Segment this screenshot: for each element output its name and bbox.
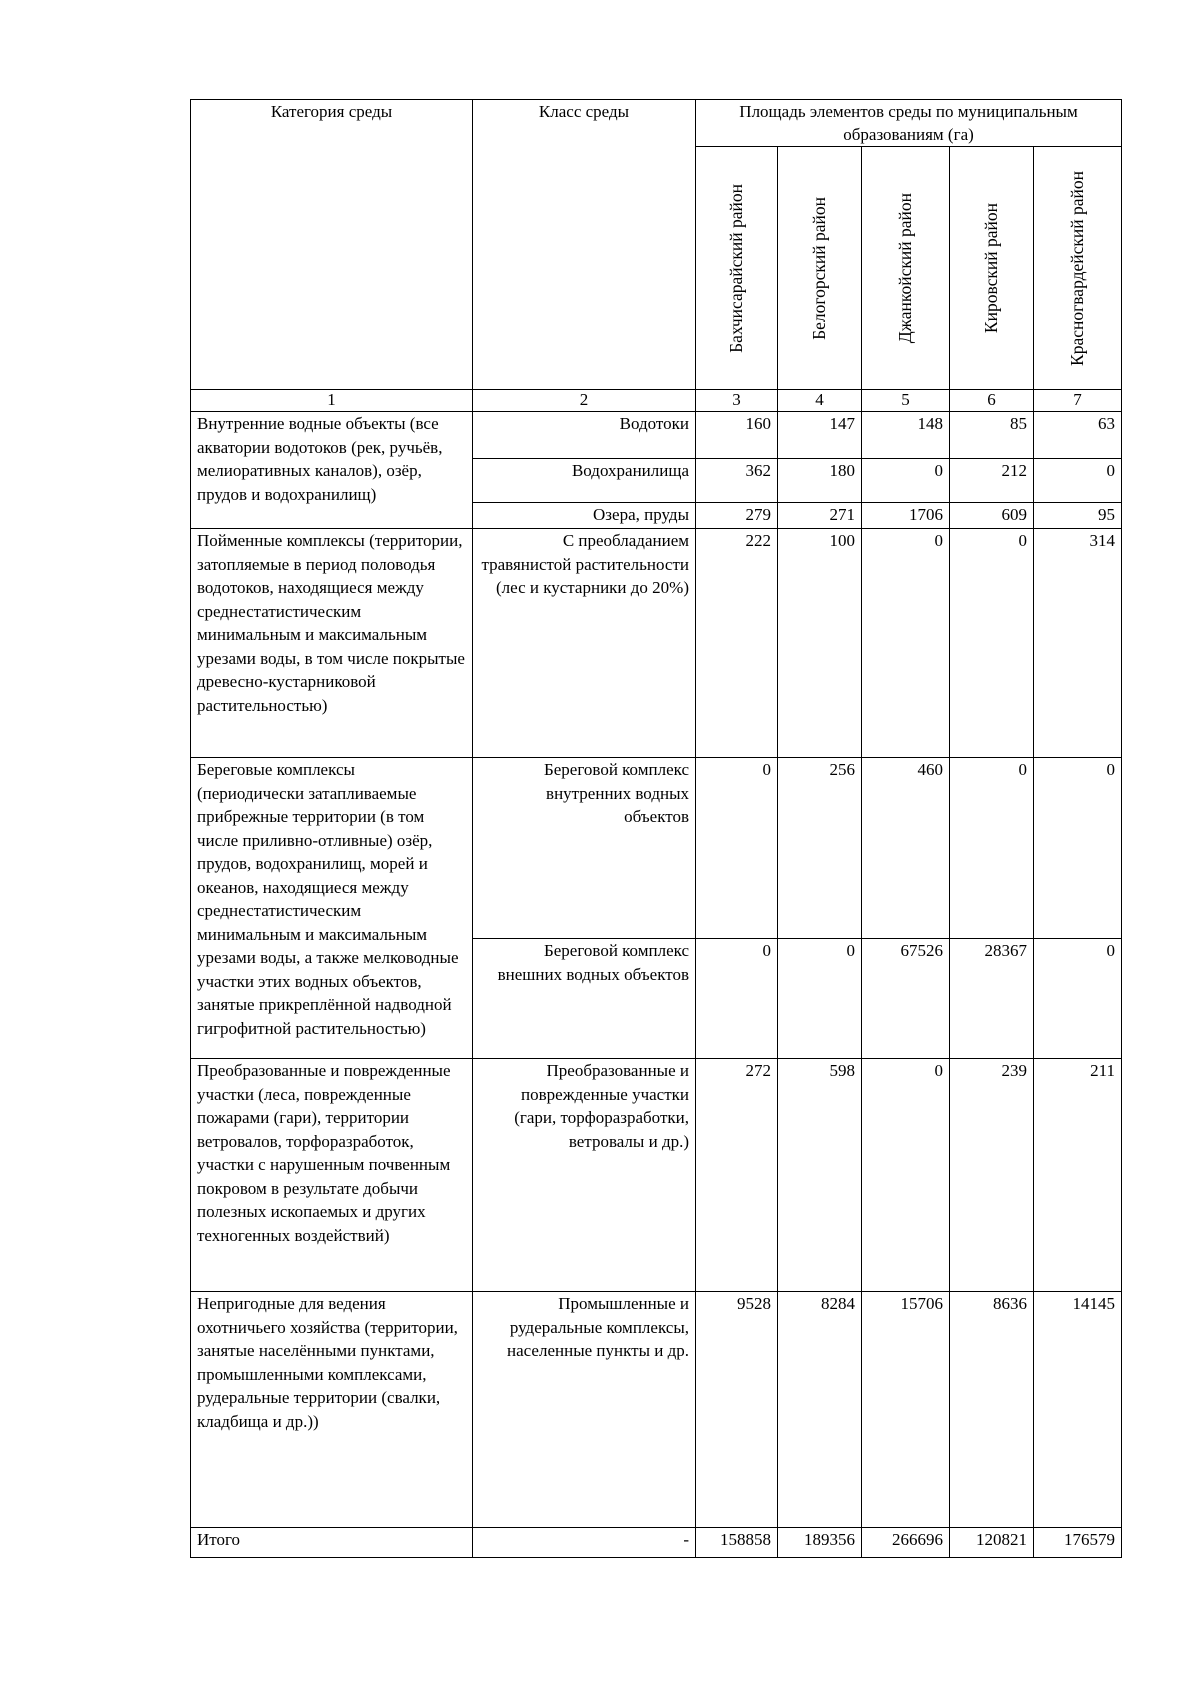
value-cell: 147 <box>778 412 862 459</box>
district-label: Белогорский район <box>808 196 829 340</box>
category-cell: Непригодные для ведения охотничьего хозяйства (территории, занятые населёнными пунктами, промышленными комплексами, рудеральные территории (свалки, кладбища и др.)) <box>191 1292 473 1528</box>
value-cell: 0 <box>950 758 1034 939</box>
value-cell: 598 <box>778 1059 862 1292</box>
header-district-5 <box>1034 147 1122 390</box>
total-value: 189356 <box>778 1528 862 1558</box>
value-cell: 180 <box>778 459 862 503</box>
total-value: 176579 <box>1034 1528 1122 1558</box>
header-district-3 <box>862 147 950 390</box>
value-cell: 362 <box>696 459 778 503</box>
column-number: 2 <box>473 390 696 412</box>
value-cell: 0 <box>950 529 1034 758</box>
total-row <box>191 1528 1122 1558</box>
value-cell: 15706 <box>862 1292 950 1528</box>
table-row <box>191 758 1122 939</box>
category-cell: Береговые комплексы (периодически затапливаемые прибрежные территории (в том числе приливно-отливные) озёр, прудов, водохранилищ, морей и океанов, находящиеся между среднестатистическим минимальным и максимальным урезами воды, а также мелководные участки этих водных объектов, занятые прикреплённой надводной гигрофитной растительностью) <box>191 758 473 1059</box>
category-cell: Преобразованные и поврежденные участки (леса, поврежденные пожарами (гари), территории ветровалов, торфоразработок, участки с нарушенным почвенным покровом в результате добычи полезных ископаемых и других техногенных воздействий) <box>191 1059 473 1292</box>
class-cell: Преобразованные и поврежденные участки (гари, торфоразработки, ветровалы и др.) <box>473 1059 696 1292</box>
district-label: Бахчисарайский район <box>725 183 746 353</box>
district-label: Красногвардейский район <box>1066 170 1087 366</box>
value-cell: 0 <box>696 758 778 939</box>
header-district-2 <box>778 147 862 390</box>
table-row <box>191 1059 1122 1292</box>
value-cell: 271 <box>778 503 862 529</box>
table-row <box>191 412 1122 459</box>
category-cell: Внутренние водные объекты (все акватории водотоков (рек, ручьёв, мелиоративных каналов), озёр, прудов и водохранилищ) <box>191 412 473 529</box>
value-cell: 0 <box>862 459 950 503</box>
total-value: 266696 <box>862 1528 950 1558</box>
table-row <box>191 1292 1122 1528</box>
class-cell: Водотоки <box>473 412 696 459</box>
class-cell: Промышленные и рудеральные комплексы, населенные пункты и др. <box>473 1292 696 1528</box>
value-cell: 256 <box>778 758 862 939</box>
total-value: 158858 <box>696 1528 778 1558</box>
class-cell: Озера, пруды <box>473 503 696 529</box>
value-cell: 63 <box>1034 412 1122 459</box>
column-number: 3 <box>696 390 778 412</box>
habitat-area-table <box>190 99 1122 1558</box>
class-cell: Береговой комплекс внутренних водных объектов <box>473 758 696 939</box>
value-cell: 0 <box>1034 758 1122 939</box>
value-cell: 8284 <box>778 1292 862 1528</box>
value-cell: 85 <box>950 412 1034 459</box>
value-cell: 160 <box>696 412 778 459</box>
header-class: Класс среды <box>473 100 696 390</box>
value-cell: 0 <box>696 939 778 1059</box>
value-cell: 239 <box>950 1059 1034 1292</box>
column-number: 4 <box>778 390 862 412</box>
value-cell: 314 <box>1034 529 1122 758</box>
value-cell: 609 <box>950 503 1034 529</box>
value-cell: 460 <box>862 758 950 939</box>
table-row <box>191 529 1122 758</box>
column-number: 6 <box>950 390 1034 412</box>
value-cell: 14145 <box>1034 1292 1122 1528</box>
class-cell: Береговой комплекс внешних водных объектов <box>473 939 696 1059</box>
value-cell: 148 <box>862 412 950 459</box>
total-value: 120821 <box>950 1528 1034 1558</box>
value-cell: 0 <box>778 939 862 1059</box>
district-label: Джанкойский район <box>894 192 915 344</box>
header-district-4 <box>950 147 1034 390</box>
class-cell: С преобладанием травянистой растительности (лес и кустарники до 20%) <box>473 529 696 758</box>
column-number: 5 <box>862 390 950 412</box>
header-area: Площадь элементов среды по муниципальным образованиям (га) <box>696 100 1122 147</box>
value-cell: 222 <box>696 529 778 758</box>
column-number: 7 <box>1034 390 1122 412</box>
value-cell: 0 <box>1034 459 1122 503</box>
value-cell: 272 <box>696 1059 778 1292</box>
category-cell: Пойменные комплексы (территории, затопляемые в период половодья водотоков, находящиеся между среднестатистическим минимальным и максимальным урезами воды, в том числе покрытые древесно-кустарниковой растительностью) <box>191 529 473 758</box>
total-label: Итого <box>191 1528 473 1558</box>
value-cell: 211 <box>1034 1059 1122 1292</box>
total-class: - <box>473 1528 696 1558</box>
value-cell: 0 <box>1034 939 1122 1059</box>
value-cell: 100 <box>778 529 862 758</box>
value-cell: 28367 <box>950 939 1034 1059</box>
value-cell: 1706 <box>862 503 950 529</box>
class-cell: Водохранилища <box>473 459 696 503</box>
value-cell: 212 <box>950 459 1034 503</box>
header-district-1 <box>696 147 778 390</box>
value-cell: 8636 <box>950 1292 1034 1528</box>
district-label: Кировский район <box>980 202 1001 334</box>
header-category: Категория среды <box>191 100 473 390</box>
value-cell: 279 <box>696 503 778 529</box>
column-number: 1 <box>191 390 473 412</box>
value-cell: 9528 <box>696 1292 778 1528</box>
value-cell: 67526 <box>862 939 950 1059</box>
value-cell: 0 <box>862 529 950 758</box>
value-cell: 95 <box>1034 503 1122 529</box>
value-cell: 0 <box>862 1059 950 1292</box>
